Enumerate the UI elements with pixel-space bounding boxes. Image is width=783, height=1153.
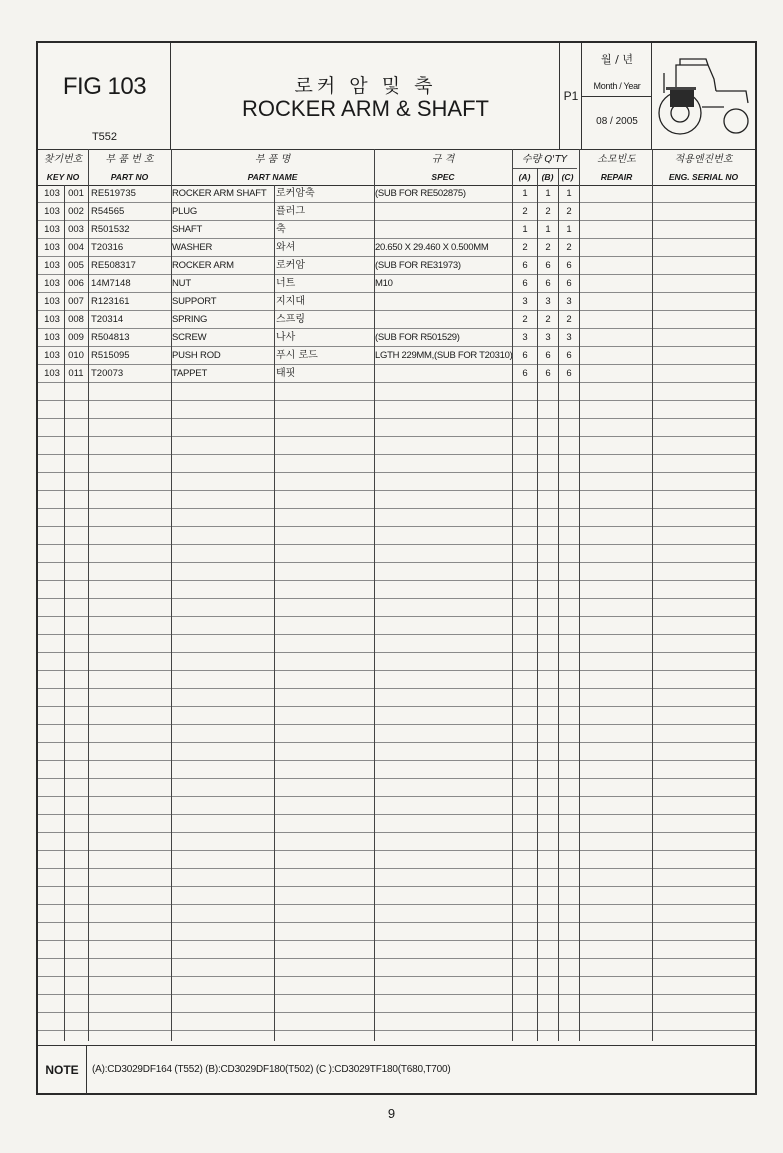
spec: (SUB FOR RE31973) [375, 260, 461, 271]
parts-table [38, 185, 755, 1041]
col-divider [374, 149, 375, 185]
empty-table-row [38, 509, 755, 527]
empty-table-row [38, 599, 755, 617]
col-repair-en: REPAIR [600, 172, 633, 182]
part-name-kr: 태핏 [276, 368, 296, 379]
col-divider [537, 185, 538, 1041]
part-name-en: SPRING [172, 314, 208, 325]
table-row [38, 221, 755, 239]
sheet-header [38, 43, 755, 150]
spec [375, 311, 513, 329]
key-seq: 002 [68, 206, 84, 217]
image-cell [652, 43, 755, 149]
col-qty-b: (B) [541, 172, 554, 182]
spec: (SUB FOR R501529) [375, 332, 460, 343]
part-number: R123161 [91, 296, 130, 307]
empty-table-row [38, 581, 755, 599]
parts-catalog-sheet [36, 41, 757, 1095]
part-name-kr: 스프링 [276, 314, 305, 325]
col-divider [558, 185, 559, 1041]
empty-table-row [38, 455, 755, 473]
spec: 20.650 X 29.460 X 0.500MM [375, 242, 489, 253]
qty-a: 3 [522, 296, 528, 307]
qty-c: 3 [566, 332, 572, 343]
qty-b: 1 [545, 188, 551, 199]
empty-table-row [38, 617, 755, 635]
qty-b: 6 [545, 368, 551, 379]
note-text: (A):CD3029DF164 (T552) (B):CD3029DF180(T502) (C ):CD3029TF180(T680,T700) [92, 1064, 451, 1075]
qty-a: 1 [522, 224, 528, 235]
title-korean: 로커 암 및 축 [294, 75, 437, 97]
empty-table-row [38, 851, 755, 869]
key-seq: 009 [68, 332, 84, 343]
part-name-en: TAPPET [172, 368, 208, 379]
col-qty-c: (C) [561, 172, 574, 182]
qty-c: 3 [566, 296, 572, 307]
title-english: ROCKER ARM & SHAFT [242, 96, 489, 121]
key-no: 103 [44, 242, 60, 253]
qty-a: 2 [522, 206, 528, 217]
part-name-kr: 로커암 [276, 260, 305, 271]
col-key-kr: 찾기번호 [43, 154, 83, 165]
col-divider [171, 185, 172, 1041]
key-no: 103 [44, 332, 60, 343]
col-divider [537, 168, 538, 185]
col-partno-en: PART NO [110, 172, 149, 182]
qty-c: 6 [566, 260, 572, 271]
qty-c: 2 [566, 242, 572, 253]
col-qty-a: (A) [518, 172, 531, 182]
qty-c: 2 [566, 206, 572, 217]
col-divider [274, 185, 275, 1041]
part-number: RE519735 [91, 188, 136, 199]
col-divider [88, 185, 89, 1041]
col-spec-kr: 규 격 [431, 154, 455, 165]
date-cell [582, 43, 652, 149]
table-row [38, 203, 755, 221]
qty-a: 6 [522, 368, 528, 379]
col-serial-en: ENG. SERIAL NO [668, 172, 739, 182]
key-seq: 007 [68, 296, 84, 307]
col-name-en: PART NAME [247, 172, 298, 182]
empty-table-row [38, 527, 755, 545]
key-seq: 004 [68, 242, 84, 253]
empty-table-row [38, 653, 755, 671]
part-name-kr: 나사 [276, 332, 296, 343]
empty-table-row [38, 923, 755, 941]
empty-table-row [38, 473, 755, 491]
spec: LGTH 229MM,(SUB FOR T20310) [375, 350, 513, 361]
note-section [38, 1045, 755, 1094]
part-name-en: ROCKER ARM SHAFT [172, 188, 267, 199]
key-no: 103 [44, 278, 60, 289]
empty-table-row [38, 815, 755, 833]
model-label: T552 [91, 131, 118, 143]
table-row [38, 185, 755, 203]
page-label: P1 [563, 89, 579, 103]
qty-a: 3 [522, 332, 528, 343]
qty-c: 1 [566, 224, 572, 235]
part-number: T20316 [91, 242, 124, 253]
key-seq: 010 [68, 350, 84, 361]
empty-table-row [38, 959, 755, 977]
part-number: R515095 [91, 350, 130, 361]
col-repair-kr: 소모빈도 [597, 154, 636, 165]
key-seq: 003 [68, 224, 84, 235]
empty-table-row [38, 689, 755, 707]
qty-b: 6 [545, 260, 551, 271]
qty-b: 3 [545, 332, 551, 343]
date-label-korean: 월 / 년 [601, 53, 633, 66]
col-spec-en: SPEC [431, 172, 455, 182]
table-row [38, 347, 755, 365]
empty-table-row [38, 491, 755, 509]
key-seq: 008 [68, 314, 84, 325]
empty-table-row [38, 437, 755, 455]
qty-b: 3 [545, 296, 551, 307]
spec [375, 293, 513, 311]
empty-table-row [38, 419, 755, 437]
part-number: R504813 [91, 332, 130, 343]
part-number: T20073 [91, 368, 124, 379]
part-name-kr: 플러그 [276, 206, 305, 217]
qty-a: 2 [522, 242, 528, 253]
empty-table-row [38, 725, 755, 743]
qty-divider [512, 168, 577, 169]
part-number: 14M7148 [91, 278, 131, 289]
table-row [38, 311, 755, 329]
empty-table-row [38, 545, 755, 563]
key-seq: 001 [68, 188, 84, 199]
qty-a: 6 [522, 278, 528, 289]
key-no: 103 [44, 368, 60, 379]
table-row [38, 275, 755, 293]
key-seq: 005 [68, 260, 84, 271]
part-name-en: SUPPORT [172, 296, 217, 307]
empty-table-row [38, 977, 755, 995]
note-label: NOTE [38, 1046, 87, 1094]
key-no: 103 [44, 350, 60, 361]
empty-table-row [38, 707, 755, 725]
page-cell [560, 43, 582, 149]
col-divider [579, 149, 580, 185]
key-seq: 011 [68, 368, 84, 379]
empty-table-row [38, 635, 755, 653]
empty-table-row [38, 797, 755, 815]
col-divider [579, 185, 580, 1041]
table-row [38, 329, 755, 347]
tractor-icon [656, 51, 751, 141]
qty-a: 6 [522, 260, 528, 271]
figure-number: FIG 103 [62, 73, 147, 100]
spec: M10 [375, 278, 393, 289]
col-divider [652, 185, 653, 1041]
part-number: T20314 [91, 314, 124, 325]
empty-table-row [38, 383, 755, 401]
part-name-en: SCREW [172, 332, 207, 343]
key-no: 103 [44, 206, 60, 217]
col-divider [374, 185, 375, 1041]
spec [375, 221, 513, 239]
part-name-kr: 와셔 [276, 242, 296, 253]
table-row [38, 365, 755, 383]
part-name-en: NUT [172, 278, 191, 289]
col-divider [512, 149, 513, 185]
empty-table-row [38, 869, 755, 887]
table-row [38, 257, 755, 275]
qty-a: 1 [522, 188, 528, 199]
qty-b: 1 [545, 224, 551, 235]
key-no: 103 [44, 260, 60, 271]
qty-c: 6 [566, 350, 572, 361]
spec: (SUB FOR RE502875) [375, 188, 466, 199]
qty-c: 6 [566, 368, 572, 379]
title-cell [171, 43, 560, 149]
part-name-en: WASHER [172, 242, 213, 253]
part-name-kr: 축 [276, 224, 286, 235]
col-divider [652, 149, 653, 185]
part-number: R54565 [91, 206, 125, 217]
key-no: 103 [44, 224, 60, 235]
empty-table-row [38, 401, 755, 419]
part-name-en: SHAFT [172, 224, 203, 235]
figure-cell [38, 43, 171, 149]
empty-table-row [38, 833, 755, 851]
date-divider [582, 96, 652, 97]
spec [375, 365, 513, 383]
col-serial-kr: 적용엔진번호 [674, 154, 733, 165]
key-no: 103 [44, 296, 60, 307]
table-row [38, 293, 755, 311]
col-divider [558, 168, 559, 185]
col-divider [512, 185, 513, 1041]
part-number: RE508317 [91, 260, 136, 271]
part-name-kr: 푸시 로드 [276, 350, 318, 361]
part-name-kr: 로커암축 [276, 188, 315, 199]
col-partno-kr: 부 품 번 호 [105, 154, 154, 165]
qty-b: 2 [545, 206, 551, 217]
empty-table-row [38, 905, 755, 923]
empty-table-row [38, 941, 755, 959]
part-name-kr: 지지대 [276, 296, 305, 307]
key-seq: 006 [68, 278, 84, 289]
part-number: R501532 [91, 224, 130, 235]
part-name-kr: 너트 [276, 278, 296, 289]
col-name-kr: 부 품 명 [254, 154, 291, 165]
qty-c: 2 [566, 314, 572, 325]
date-value: 08 / 2005 [596, 116, 638, 127]
qty-b: 2 [545, 242, 551, 253]
page-number: 9 [387, 1106, 396, 1121]
empty-table-row [38, 887, 755, 905]
qty-c: 6 [566, 278, 572, 289]
col-key-en: KEY NO [46, 172, 80, 182]
col-divider [171, 149, 172, 185]
col-qty-kr: 수량 Q'TY [521, 154, 568, 165]
empty-table-row [38, 779, 755, 797]
qty-c: 1 [566, 188, 572, 199]
part-name-en: ROCKER ARM [172, 260, 234, 271]
table-row [38, 239, 755, 257]
date-label-english: Month / Year [593, 81, 641, 91]
empty-table-row [38, 995, 755, 1013]
part-name-en: PUSH ROD [172, 350, 221, 361]
empty-table-row [38, 761, 755, 779]
empty-table-row [38, 671, 755, 689]
spec [375, 203, 513, 221]
qty-b: 6 [545, 350, 551, 361]
key-no: 103 [44, 314, 60, 325]
qty-b: 6 [545, 278, 551, 289]
col-divider [64, 185, 65, 1041]
column-headers [38, 149, 755, 186]
part-name-en: PLUG [172, 206, 198, 217]
key-no: 103 [44, 188, 60, 199]
qty-b: 2 [545, 314, 551, 325]
col-divider [88, 149, 89, 185]
qty-a: 6 [522, 350, 528, 361]
empty-table-row [38, 563, 755, 581]
qty-a: 2 [522, 314, 528, 325]
empty-table-row [38, 743, 755, 761]
empty-table-row [38, 1013, 755, 1031]
